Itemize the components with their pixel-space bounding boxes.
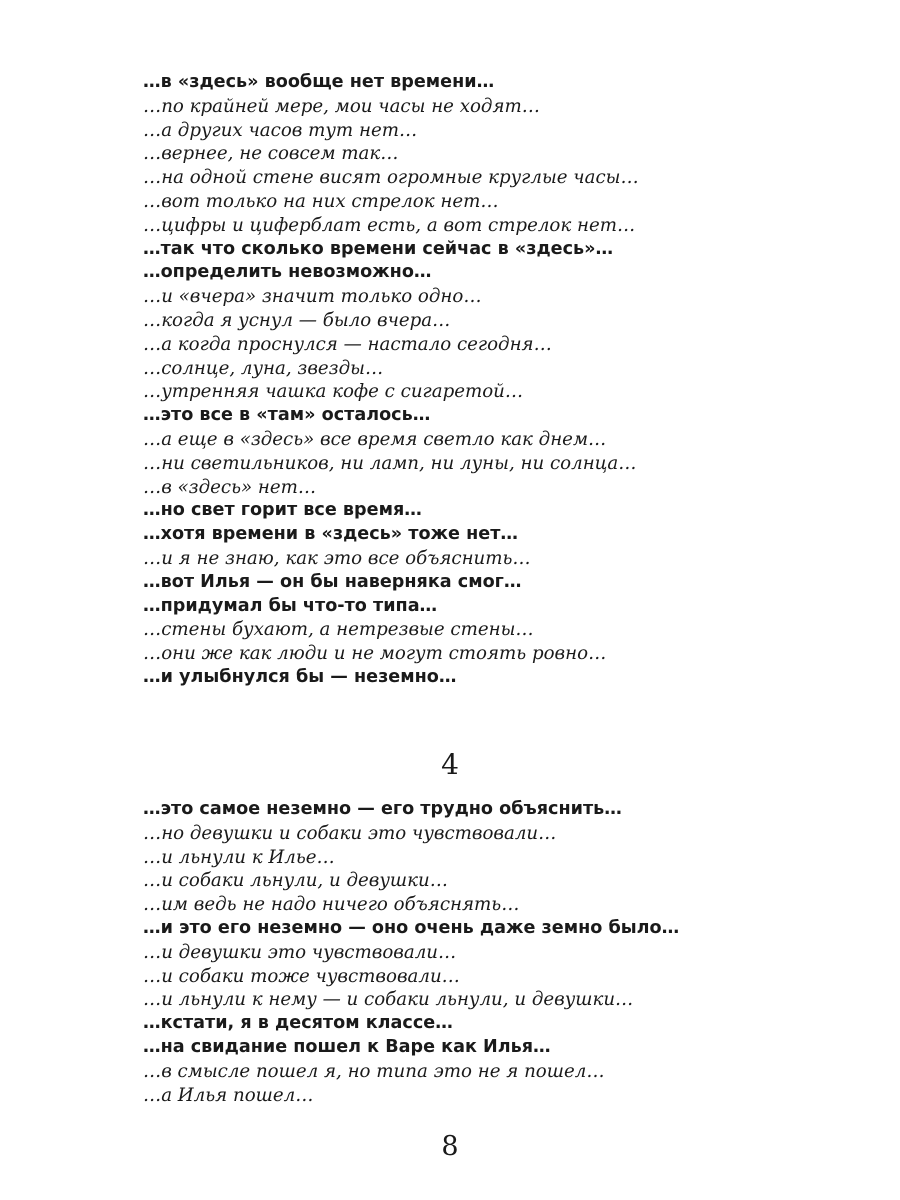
text-line: …в смысле пошел я, но типа это не я пошел… [143,1060,605,1082]
text-line: …придумал бы что-то типа… [143,595,438,616]
text-line: …и «вчера» значит только одно… [143,286,482,308]
text-line: …и я не знаю, как это все объяснить… [143,547,531,569]
text-line: …определить невозможно… [143,262,432,283]
text-line: …в «здесь» вообще нет времени… [143,72,495,92]
chapter-number: 4 [441,748,459,781]
text-line: …так что сколько времени сейчас в «здесь»… [143,238,614,259]
text-line: …и улыбнулся бы — неземно… [143,666,457,687]
text-line: …и собаки тоже чувствовали… [143,965,460,987]
text-line: …и льнули к нему — и собаки льнули, и девушки… [143,989,634,1011]
text-block-top [143,71,783,690]
text-line: …им ведь не надо ничего объяснять… [143,894,520,916]
text-line: …и льнули к Илье… [143,846,335,868]
text-line: …и собаки льнули, и девушки… [143,870,448,892]
text-line: …цифры и циферблат есть, а вот стрелок нет… [143,214,636,236]
text-line: …вот Илья — он бы наверняка смог… [143,571,522,592]
text-line: …а еще в «здесь» все время светло как днем… [143,428,607,450]
text-block-bottom [143,798,783,1107]
text-line: …а когда проснулся — настало сегодня… [143,333,552,355]
text-line: …они же как люди и не могут стоять ровно… [143,643,607,665]
text-line: …на одной стене висят огромные круглые часы… [143,167,639,189]
text-line: …это все в «там» осталось… [143,405,431,426]
text-line: …а Илья пошел… [143,1084,314,1106]
text-line: …и это его неземно — оно очень даже земно было… [143,917,680,938]
text-line: …хотя времени в «здесь» тоже нет… [143,524,518,545]
text-line: …на свидание пошел к Варе как Илья… [143,1036,551,1057]
text-line: …кстати, я в десятом классе… [143,1013,453,1034]
text-line: …в «здесь» нет… [143,476,317,498]
text-line: …и девушки это чувствовали… [143,941,457,963]
text-line: …стены бухают, а нетрезвые стены… [143,619,534,641]
text-line: …а других часов тут нет… [143,119,418,141]
text-line: …ни светильников, ни ламп, ни луны, ни солнца… [143,452,637,474]
text-line: …утренняя чашка кофе с сигаретой… [143,381,524,403]
page-number: 8 [441,1131,459,1162]
text-line: …но свет горит все время… [143,500,422,521]
text-line: …по крайней мере, мои часы не ходят… [143,95,540,117]
text-line: …когда я уснул — было вчера… [143,309,451,331]
text-line: …вот только на них стрелок нет… [143,190,499,212]
text-line: …солнце, луна, звезды… [143,357,384,379]
text-line: …это самое неземно — его трудно объяснить… [143,799,622,819]
text-line: …вернее, не совсем так… [143,143,399,165]
text-line: …но девушки и собаки это чувствовали… [143,822,557,844]
